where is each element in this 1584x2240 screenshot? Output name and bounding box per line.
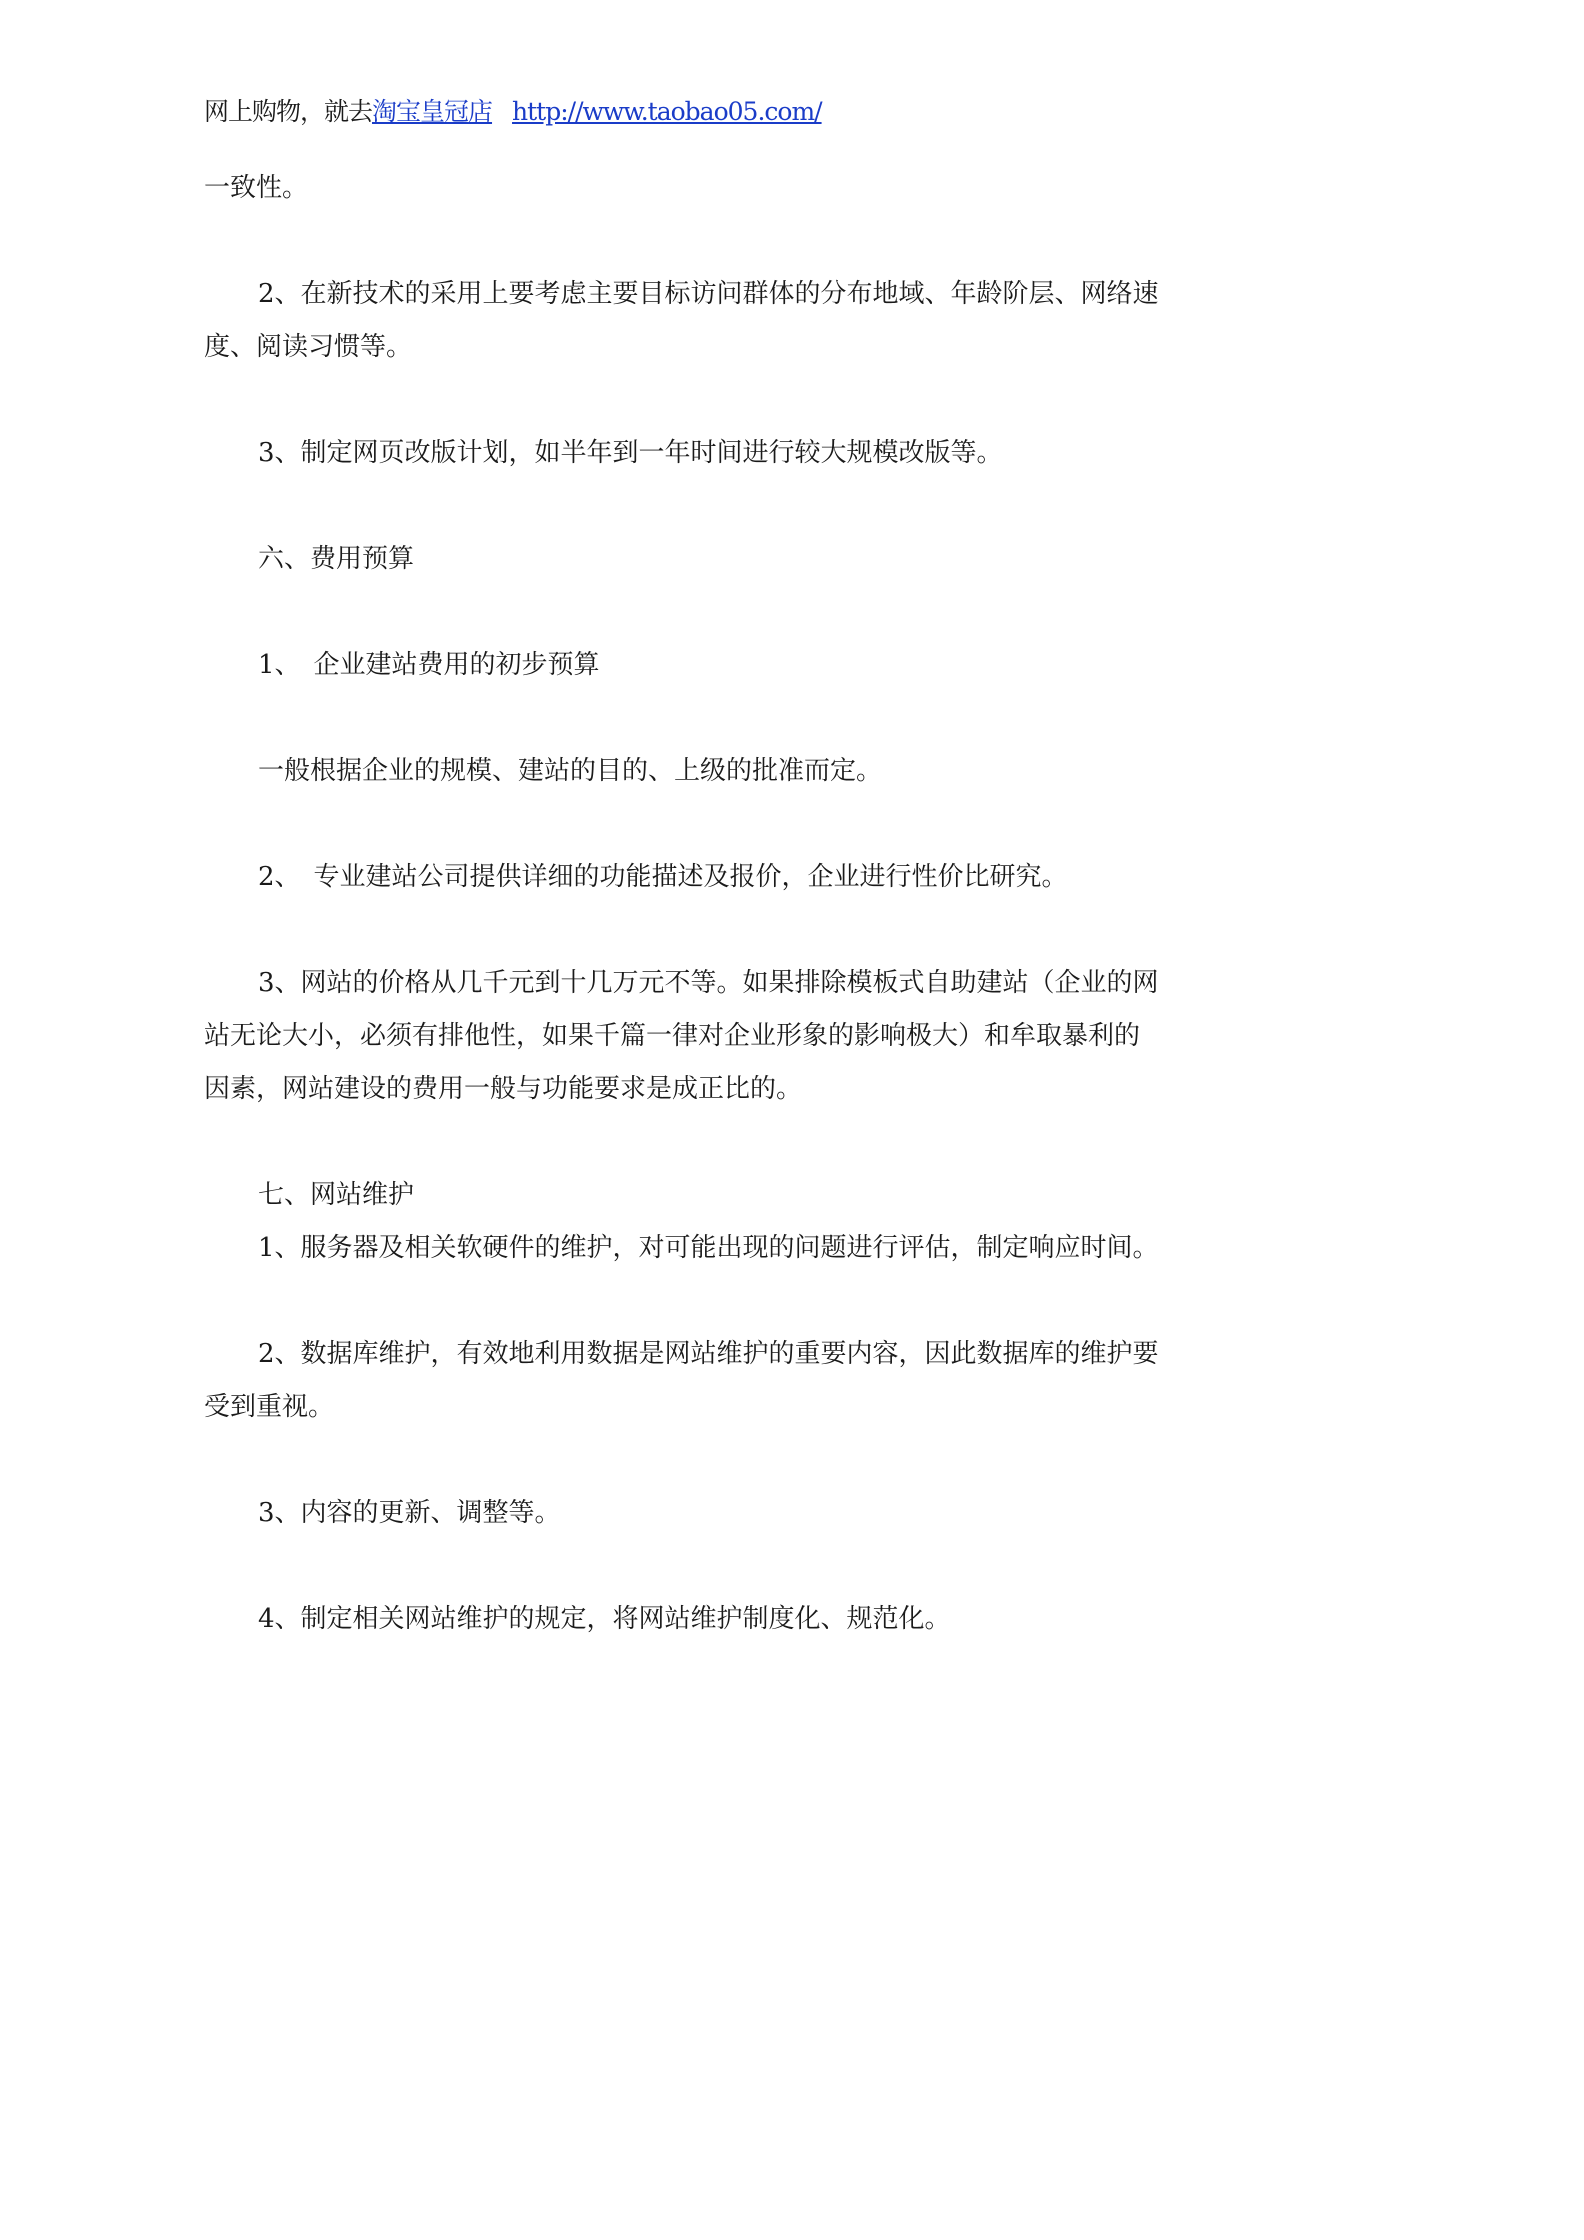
paragraph-budget-2: 2、 专业建站公司提供详细的功能描述及报价，企业进行性价比研究。 [258,862,1068,892]
shop-link[interactable]: 淘宝皇冠店 [372,97,493,126]
paragraph-maintenance-3: 3、内容的更新、调整等。 [258,1498,561,1528]
section-heading-budget: 六、费用预算 [258,544,415,574]
url-link[interactable]: http://www.taobao05.com/ [512,97,822,126]
document-body [204,162,1164,1646]
paragraph-continuation: 一致性。 [204,173,309,203]
paragraph-budget-3: 3、网站的价格从几千元到十几万元不等。如果排除模板式自助建站（企业的网站无论大小，必须有排他性，如果千篇一律对企业形象的影响极大）和牟取暴利的因素，网站建设的费用一般与功能要求是成正比的。 [204,968,1159,1104]
section-heading-maintenance: 七、网站维护 [258,1180,415,1210]
paragraph-new-tech: 2、在新技术的采用上要考虑主要目标访问群体的分布地域、年龄阶层、网络速度、阅读习惯等。 [204,279,1159,362]
paragraph-maintenance-4: 4、制定相关网站维护的规定，将网站维护制度化、规范化。 [258,1604,951,1634]
paragraph-redesign-plan: 3、制定网页改版计划，如半年到一年时间进行较大规模改版等。 [258,438,1003,468]
header-prefix: 网上购物，就去 [204,97,373,126]
paragraph-maintenance-1: 1、服务器及相关软硬件的维护，对可能出现的问题进行评估，制定响应时间。 [258,1233,1159,1263]
page-header [204,92,822,128]
paragraph-maintenance-2: 2、数据库维护，有效地利用数据是网站维护的重要内容，因此数据库的维护要受到重视。 [204,1339,1159,1422]
paragraph-budget-1: 1、 企业建站费用的初步预算 [258,650,600,680]
paragraph-budget-basis: 一般根据企业的规模、建站的目的、上级的批准而定。 [258,756,883,786]
